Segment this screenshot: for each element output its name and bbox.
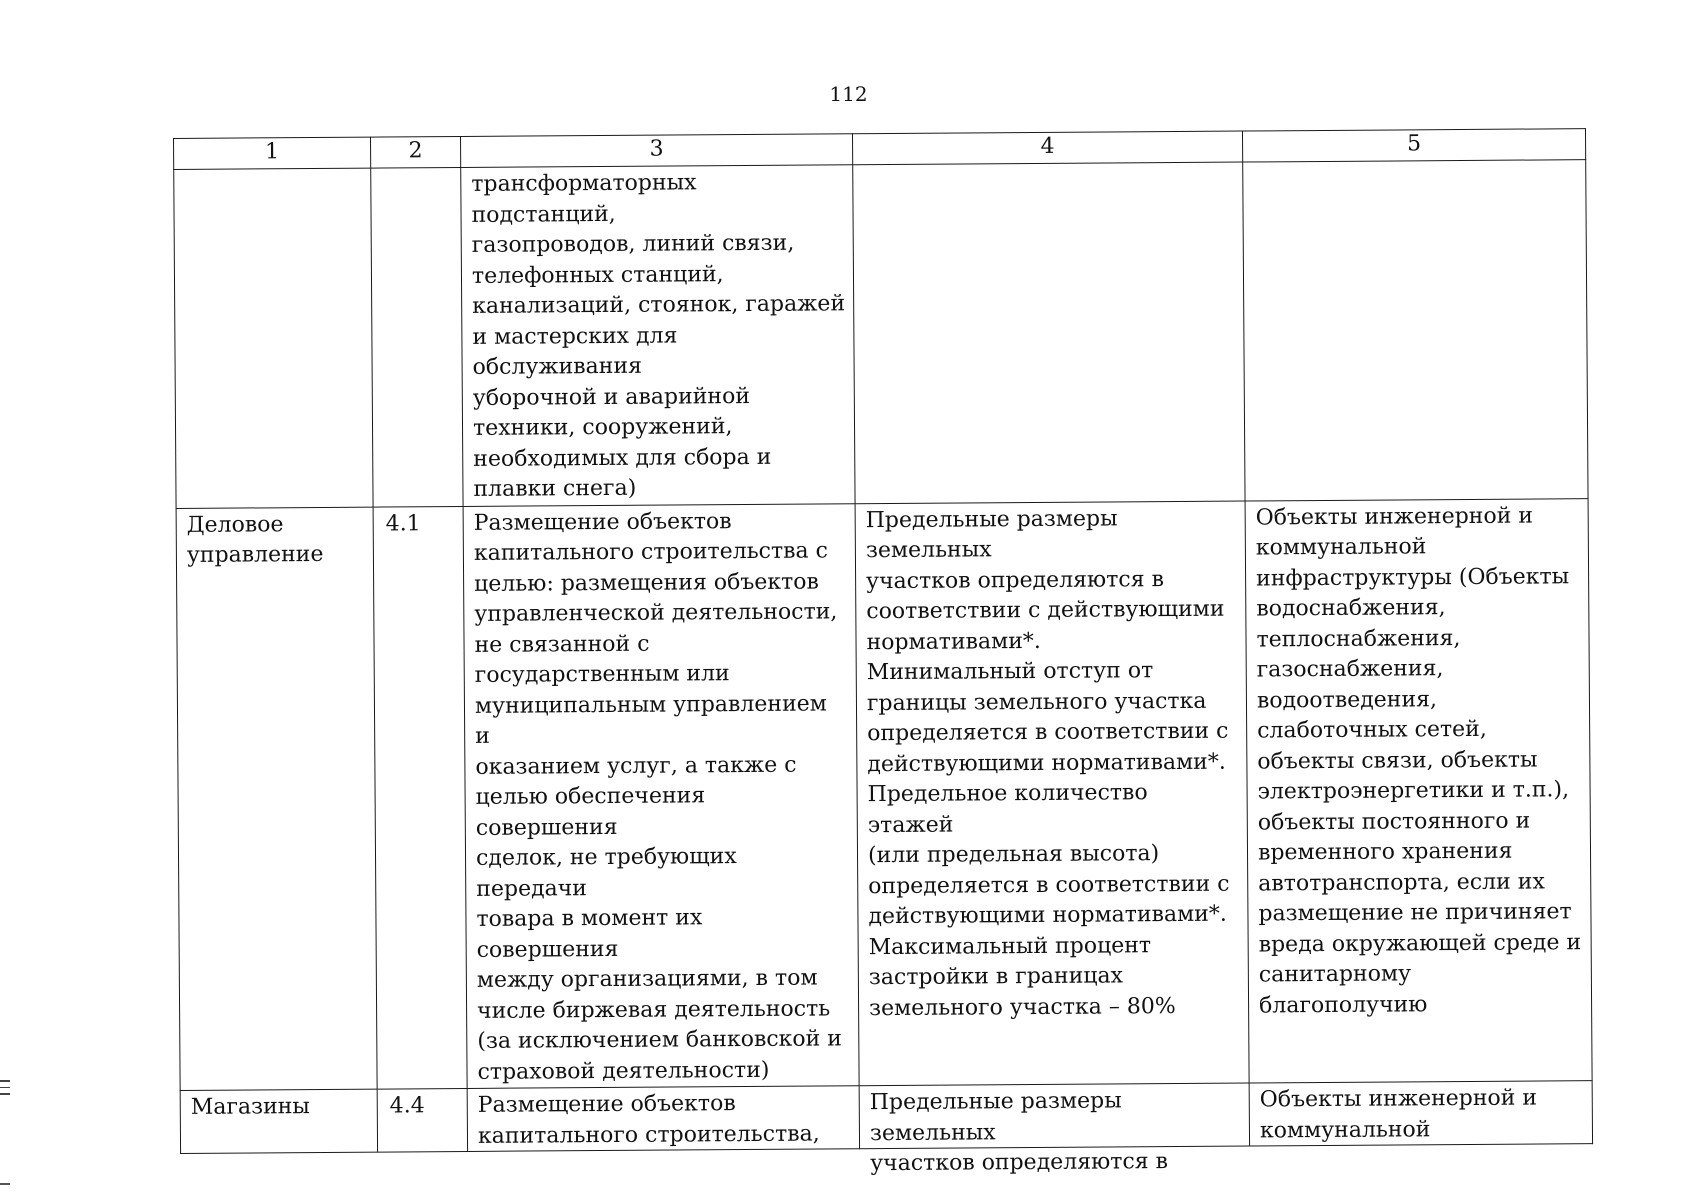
description-cell: [461, 165, 855, 506]
land-use-table: [173, 128, 1593, 1177]
auxiliary-cell: [1249, 1081, 1592, 1146]
land-use-name-cell: [180, 1089, 377, 1153]
land-use-code: 4.1: [385, 510, 421, 537]
binding-mark: [0, 1087, 10, 1089]
land-use-name: Деловое управление: [186, 511, 324, 568]
land-use-code-cell: [377, 1088, 467, 1152]
land-use-description: Размещение объектов капитального строительства с целью: размещения объектов управленческой деятельности, не связанной с государственным или муниципальным управлением и оказанием услуг, а также с целью обеспечения совершения сделок, не требующих передачи товара в момент их совершения между организациями, в том числе биржевая деятельность (за исключением банковской и страховой деятельности): [473, 508, 843, 1085]
land-use-description: Размещение объектов капитального строительства,: [477, 1091, 820, 1149]
column-header-3: 3: [460, 134, 852, 168]
parameters-cell: [859, 1083, 1249, 1177]
table-row: [174, 160, 1588, 508]
auxiliary-uses: [1253, 162, 1577, 164]
table-row: [176, 498, 1592, 1090]
binding-mark: [0, 1093, 10, 1095]
land-use-code-cell: [371, 167, 463, 506]
column-header-4: 4: [852, 131, 1242, 165]
binding-marks: [0, 1080, 12, 1104]
auxiliary-cell: [1243, 160, 1588, 501]
description-cell: [467, 1086, 859, 1152]
parameters-cell: [855, 501, 1249, 1086]
building-parameters: [863, 165, 1234, 168]
binding-mark: [0, 1080, 10, 1082]
land-use-name-cell: [176, 507, 377, 1091]
parameters-cell: [853, 162, 1245, 503]
table-row: [180, 1081, 1592, 1154]
land-use-code-cell: [373, 506, 467, 1089]
auxiliary-uses: Объекты инженерной и коммунальной инфраструктуры (Объекты водоснабжения, теплоснабжения, газоснабжения, водоотведения, слаботочных сетей, объекты связи, объекты электроэнергетики и т.п.), объекты постоянного и временного хранения автотранспорта, если их размещение не причиняет вреда окружающей среде и санитарному благополучию: [1255, 503, 1582, 1018]
column-header-1: 1: [174, 137, 371, 169]
description-cell: [463, 503, 859, 1088]
land-use-name-cell: [174, 168, 373, 508]
building-parameters: Предельные размеры земельных участков определяются в соответствии с действующими нормативами*. Минимальный отступ от границы земельного участка определяется в соответствии с действующими нормативами*. Предельное количество этажей (или предельная высота) определяется в соответствии с действующими нормативами*. Максимальный процент застройки в границах земельного участка – 80%: [865, 505, 1230, 1021]
auxiliary-uses: Объекты инженерной и коммунальной: [1259, 1085, 1538, 1143]
land-use-name: Магазины: [190, 1094, 310, 1120]
building-parameters: Предельные размеры земельных участков определяются в: [869, 1088, 1169, 1177]
binding-mark: [0, 1183, 10, 1185]
land-use-code: 4.4: [389, 1093, 425, 1119]
land-use-name: [184, 171, 362, 172]
column-header-5: 5: [1242, 129, 1585, 162]
land-use-description: трансформаторных подстанций, газопроводов, линий связи, телефонных станций, канализаций, стоянок, гаражей и мастерских для обслуживания уборочной и аварийной техники, сооружений, необходимых для сбора и плавки снега): [471, 170, 846, 502]
auxiliary-cell: [1245, 498, 1592, 1083]
column-header-2: 2: [370, 136, 460, 168]
page-number: 112: [829, 82, 868, 106]
